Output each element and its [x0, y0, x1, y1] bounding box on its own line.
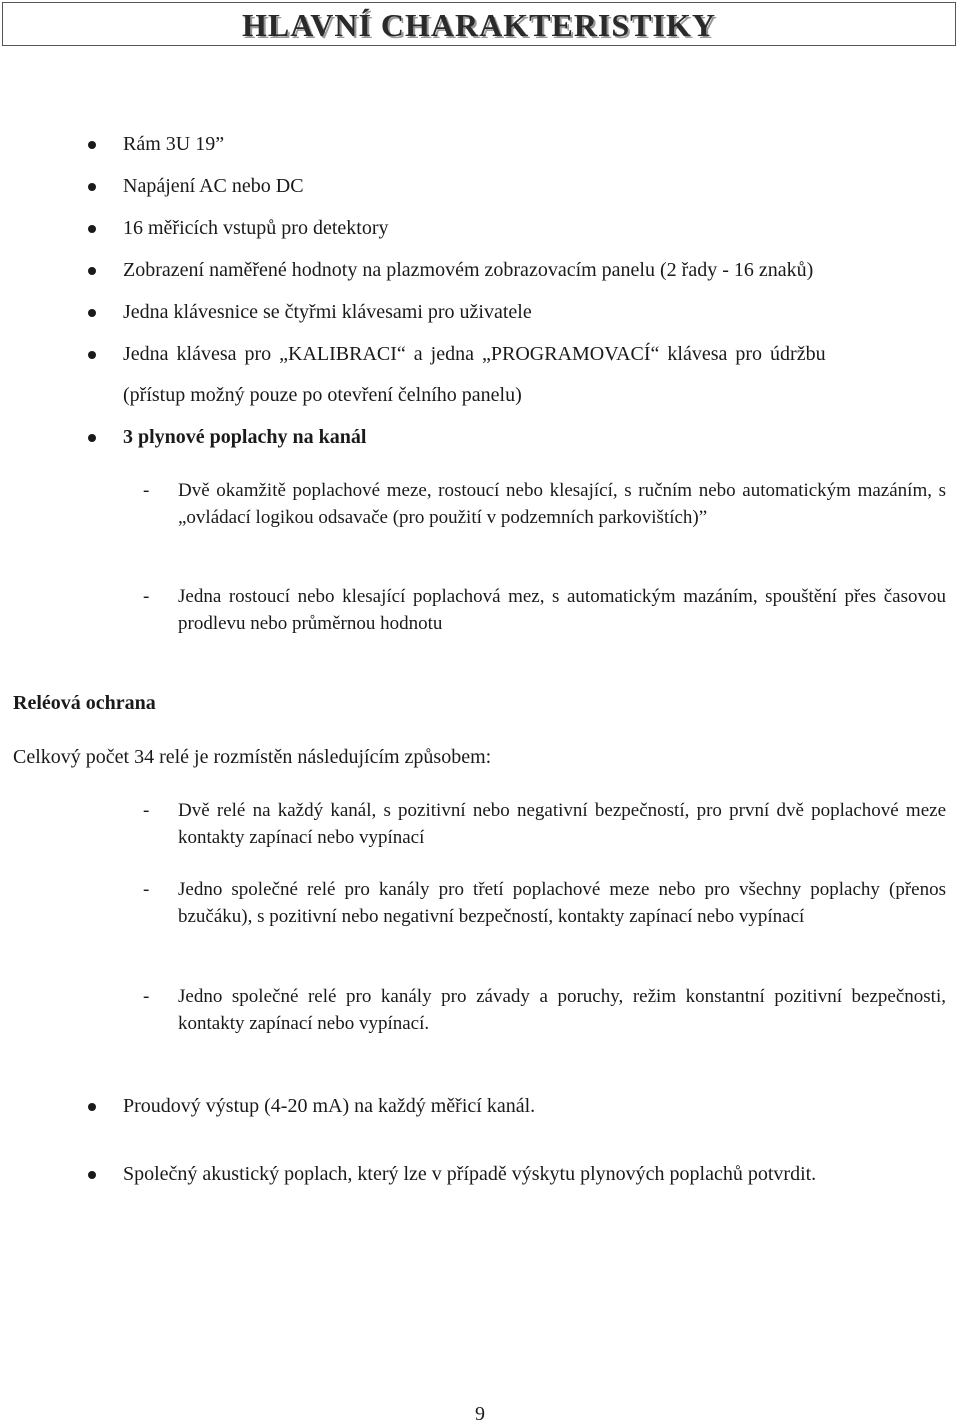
bullet-icon	[88, 1103, 96, 1111]
title-box	[2, 2, 956, 46]
dash-marker: -	[143, 800, 150, 821]
list-item-text: Proudový výstup (4-20 mA) na každý měřicí kanál.	[123, 1095, 536, 1117]
bullet-icon	[88, 434, 96, 442]
dash-list-item	[140, 983, 946, 1037]
dash-list-item-text: Jedno společné relé pro kanály pro třetí poplachové meze nebo pro všechny poplachy (přenos bzučáku), s pozitivní nebo negativní bezpečností, kontakty zapínací nebo vypínací	[178, 879, 946, 927]
dash-list-item-text: Jedna rostoucí nebo klesající poplachová mez, s automatickým mazáním, spouštění přes časovou prodlevu nebo průměrnou hodnotu	[178, 586, 946, 634]
dash-list-item	[140, 797, 946, 851]
bullet-icon	[88, 225, 96, 233]
dash-list-item-text: Dvě okamžitě poplachové meze, rostoucí nebo klesající, s ručním nebo automatickým mazáním, s „ovládací logikou odsavače (pro použití v podzemních parkovištích)”	[178, 480, 946, 528]
dash-marker: -	[143, 879, 150, 900]
dash-list-item	[140, 583, 946, 637]
page-number: 9	[475, 1403, 485, 1425]
dash-marker: -	[143, 586, 150, 607]
dash-marker: -	[143, 480, 150, 501]
bullet-icon	[88, 1171, 96, 1179]
dash-list-item	[140, 477, 946, 531]
bullet-icon	[88, 183, 96, 191]
bullet-icon	[88, 267, 96, 275]
dash-list-item-text: Jedno společné relé pro kanály pro závady a poruchy, režim konstantní pozitivní bezpečnosti, kontakty zapínací nebo vypínací.	[178, 986, 946, 1034]
list-item-text: (přístup možný pouze po otevření čelního panelu)	[123, 384, 522, 406]
list-item-text: 16 měřicích vstupů pro detektory	[123, 217, 389, 239]
bullet-icon	[88, 309, 96, 317]
list-item-text: Zobrazení naměřené hodnoty na plazmovém zobrazovacím panelu (2 řady - 16 znaků)	[123, 259, 814, 281]
bullet-icon	[88, 141, 96, 149]
bullet-icon	[88, 351, 96, 359]
dash-list-item	[140, 876, 946, 930]
list-item-text: Rám 3U 19”	[123, 133, 225, 155]
list-item-text: Jedna klávesnice se čtyřmi klávesami pro uživatele	[123, 301, 532, 323]
dash-marker: -	[143, 986, 150, 1007]
list-item-text: Společný akustický poplach, který lze v případě výskytu plynových poplachů potvrdit.	[123, 1163, 817, 1185]
list-item-text: 3 plynové poplachy na kanál	[123, 426, 367, 448]
section-intro: Celkový počet 34 relé je rozmístěn následujícím způsobem:	[13, 746, 492, 768]
list-item-text: Jedna klávesa pro „KALIBRACI“ a jedna „PROGRAMOVACÍ“ klávesa pro údržbu	[123, 343, 826, 365]
dash-list-item-text: Dvě relé na každý kanál, s pozitivní nebo negativní bezpečností, pro první dvě poplachové meze kontakty zapínací nebo vypínací	[178, 800, 946, 848]
section-heading: Reléová ochrana	[13, 692, 156, 714]
list-item-text: Napájení AC nebo DC	[123, 175, 304, 197]
page-title: HLAVNÍ CHARAKTERISTIKY	[242, 7, 716, 43]
